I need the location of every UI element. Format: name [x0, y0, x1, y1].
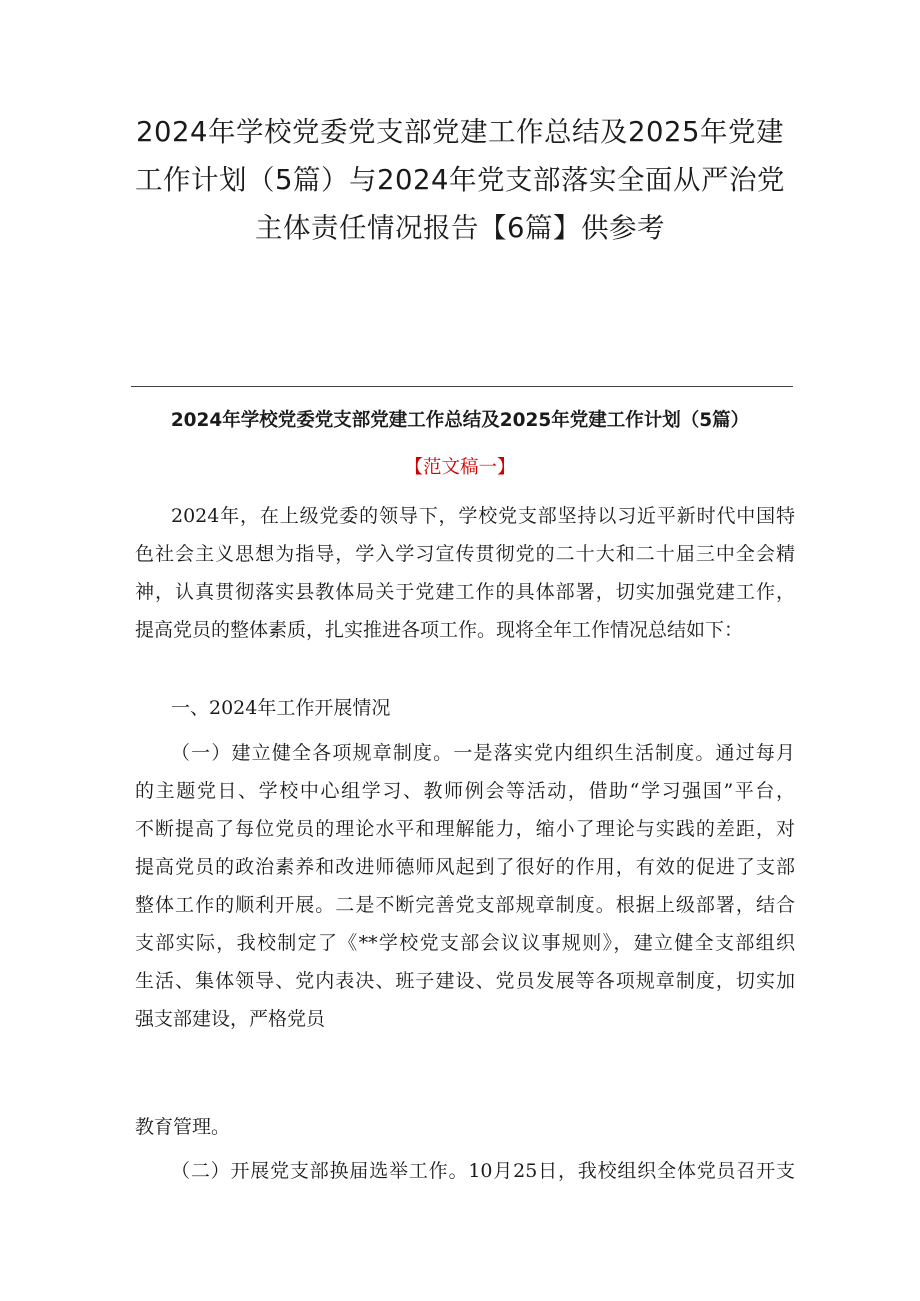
document-title	[100, 108, 820, 252]
text-line: （一）建立健全各项规章制度。一是落实党内组织生活制度。通过每月	[171, 742, 795, 764]
heading-text: 一、2024年工作开展情况	[171, 697, 391, 719]
title-line: 工作计划（5篇）与2024年党支部落实全面从严治党	[135, 164, 785, 196]
text-line: 生活、集体领导、党内表决、班子建设、党员发展等各项规章制度，切实加	[135, 970, 795, 992]
text-line: 2024年，在上级党委的领导下，学校党支部坚持以习近平新时代中国特	[171, 505, 795, 527]
text-line: 支部实际，我校制定了《**学校党支部会议议事规则》，建立健全支部组织	[135, 932, 795, 954]
text-line: 不断提高了每位党员的理论水平和理解能力，缩小了理论与实践的差距，对	[135, 818, 795, 840]
text-line: 提高党员的政治素养和改进师德师风起到了很好的作用，有效的促进了支部	[135, 856, 795, 878]
sample-label: 【范文稿一】	[404, 457, 516, 478]
section-heading	[135, 689, 795, 727]
text-line: 的主题党日、学校中心组学习、教师例会等活动，借助“学习强国”平台，	[135, 780, 795, 802]
section-divider	[131, 386, 793, 387]
intro-paragraph	[135, 497, 795, 649]
text-line: 提高党员的整体素质，扎实推进各项工作。现将全年工作情况总结如下：	[135, 619, 744, 641]
text-line: 色社会主义思想为指导，学入学习宣传贯彻党的二十大和二十届三中全会精	[135, 543, 795, 565]
section-title: 2024年学校党委党支部党建工作总结及2025年党建工作计划（5篇）	[170, 410, 750, 431]
paragraph-rules	[135, 734, 795, 1038]
text-line: 强支部建设，严格党员	[135, 1008, 326, 1030]
text-line: （二）开展党支部换届选举工作。10月25日，我校组织全体党员召开支	[171, 1160, 795, 1182]
text-line: 神，认真贯彻落实县教体局关于党建工作的具体部署，切实加强党建工作，	[135, 581, 795, 603]
text-line: 整体工作的顺利开展。二是不断完善党支部规章制度。根据上级部署，结合	[135, 894, 795, 916]
title-line: 2024年学校党委党支部党建工作总结及2025年党建	[136, 116, 784, 148]
paragraph-rules-tail	[135, 1108, 795, 1146]
paragraph-election	[135, 1152, 795, 1190]
text-line: 教育管理。	[135, 1116, 231, 1138]
title-line: 主体责任情况报告【6篇】供参考	[255, 212, 665, 244]
